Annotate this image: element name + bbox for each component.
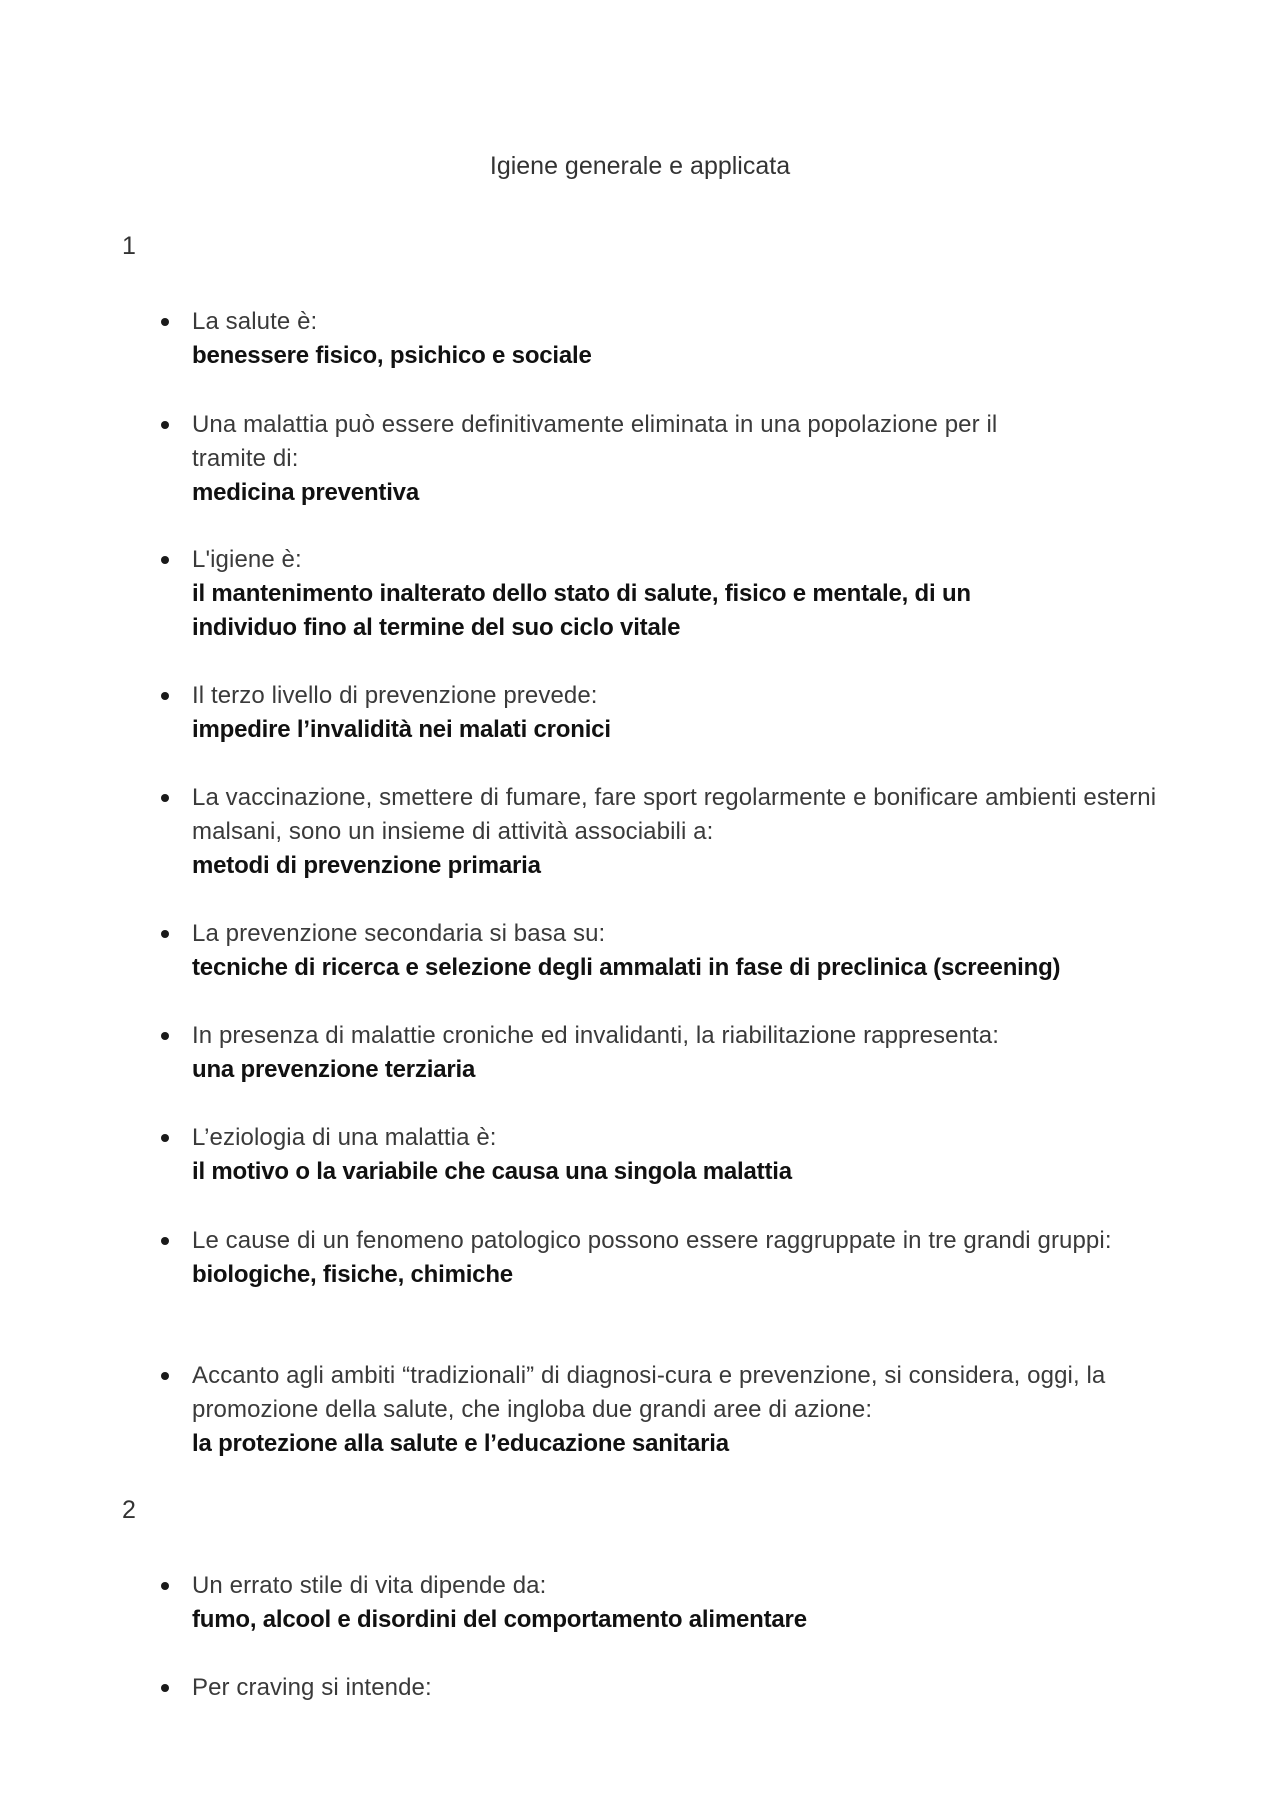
bullet-icon	[161, 1582, 169, 1590]
list-item	[192, 1224, 1147, 1292]
question-text: Una malattia può essere definitivamente eliminata in una popolazione per il tramite di:	[192, 411, 998, 472]
question-text: La vaccinazione, smettere di fumare, fare sport regolarmente e bonificare ambienti esterni malsani, sono un insieme di attività associabili a:	[192, 784, 1157, 845]
list-item	[192, 408, 1072, 510]
answer-text: la protezione alla salute e l’educazione sanitaria	[192, 1430, 729, 1457]
bullet-icon	[161, 318, 169, 326]
answer-text: metodi di prevenzione primaria	[192, 852, 541, 879]
bullet-icon	[161, 1032, 169, 1040]
answer-text: tecniche di ricerca e selezione degli ammalati in fase di preclinica (screening)	[192, 954, 1061, 981]
answer-text: biologiche, fisiche, chimiche	[192, 1261, 513, 1288]
bullet-icon	[161, 1237, 169, 1245]
list-item	[192, 1569, 1192, 1637]
answer-text: il mantenimento inalterato dello stato di salute, fisico e mentale, di un individuo fino al termine del suo ciclo vitale	[192, 580, 971, 641]
bullet-icon	[161, 421, 169, 429]
question-text: Un errato stile di vita dipende da:	[192, 1572, 547, 1599]
list-item	[192, 1671, 1192, 1705]
bullet-icon	[161, 794, 169, 802]
bullet-icon	[161, 1134, 169, 1142]
list-item	[192, 543, 1042, 645]
list-item	[192, 781, 1177, 883]
list-item	[192, 1359, 1137, 1461]
question-text: La prevenzione secondaria si basa su:	[192, 920, 606, 947]
question-text: Per craving si intende:	[192, 1674, 432, 1701]
list-item	[192, 1019, 1192, 1087]
bullet-icon	[161, 930, 169, 938]
question-text: Il terzo livello di prevenzione prevede:	[192, 682, 598, 709]
bullet-icon	[161, 1684, 169, 1692]
section-number: 2	[122, 1496, 136, 1524]
answer-text: medicina preventiva	[192, 479, 419, 506]
list-item	[192, 1121, 1192, 1189]
question-text: Accanto agli ambiti “tradizionali” di diagnosi-cura e prevenzione, si considera, oggi, la promozione della salute, che ingloba due grandi aree di azione:	[192, 1362, 1106, 1423]
list-item	[192, 917, 1192, 985]
answer-text: impedire l’invalidità nei malati cronici	[192, 716, 611, 743]
answer-text: benessere fisico, psichico e sociale	[192, 342, 592, 369]
list-item	[192, 679, 1192, 747]
answer-text: fumo, alcool e disordini del comportamento alimentare	[192, 1606, 807, 1633]
question-text: La salute è:	[192, 308, 318, 335]
question-text: Le cause di un fenomeno patologico possono essere raggruppate in tre grandi gruppi:	[192, 1227, 1112, 1254]
section-number: 1	[122, 232, 136, 260]
bullet-icon	[161, 692, 169, 700]
bullet-icon	[161, 556, 169, 564]
answer-text: il motivo o la variabile che causa una singola malattia	[192, 1158, 792, 1185]
question-text: L'igiene è:	[192, 546, 302, 573]
list-item	[192, 305, 1192, 373]
bullet-icon	[161, 1372, 169, 1380]
answer-text: una prevenzione terziaria	[192, 1056, 476, 1083]
question-text: In presenza di malattie croniche ed invalidanti, la riabilitazione rappresenta:	[192, 1022, 1000, 1049]
page-title: Igiene generale e applicata	[489, 152, 791, 180]
question-text: L’eziologia di una malattia è:	[192, 1124, 497, 1151]
